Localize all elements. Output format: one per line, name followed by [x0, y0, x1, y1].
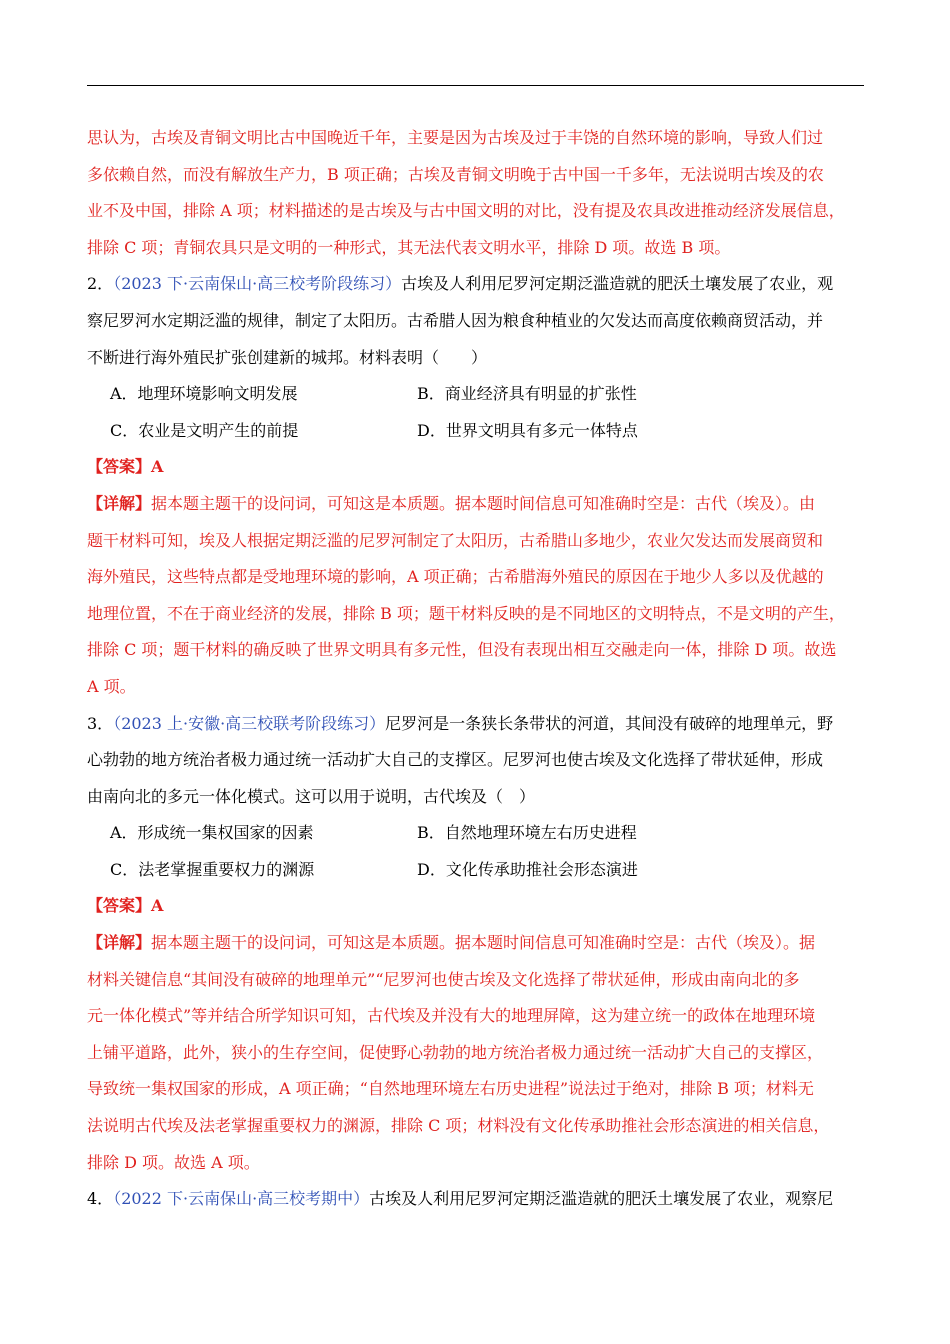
detail-line: 地理位置，不在于商业经济的发展，排除 B 项；题干材料反映的是不同地区的文明特点，不是文明的产生，: [87, 603, 845, 623]
detail-line: [87, 486, 877, 523]
detail-line: 题干材料可知，埃及人根据定期泛滥的尼罗河制定了太阳历，古希腊山多地少，农业欠发达而发展商贸和: [87, 530, 824, 550]
intro-explanation: [87, 120, 877, 266]
answer-line: 【答案】A: [87, 457, 164, 477]
detail-line: 海外殖民，这些特点都是受地理环境的影响，A 项正确；古希腊海外殖民的原因在于地少人多以及优越的: [87, 567, 824, 587]
detail-text: 据本题主题干的设问词，可知这是本质题。据本题时间信息可知准确时空是：古代（埃及）。据: [151, 933, 816, 953]
detail-line: 法说明古代埃及法老掌握重要权力的渊源，排除 C 项；材料没有文化传承助推社会形态演进的相关信息，: [87, 1116, 830, 1136]
options-row: [87, 376, 877, 413]
document-body: [87, 120, 877, 1218]
option-a: A．地理环境影响文明发展: [110, 384, 298, 404]
question-4: [87, 1181, 877, 1218]
options-row: [87, 852, 877, 889]
header-rule: [87, 85, 864, 86]
option-a: A．形成统一集权国家的因素: [110, 823, 314, 843]
question-stem: 尼罗河是一条狭长条带状的河道，其间没有破碎的地理单元，野: [385, 713, 834, 733]
option-d: D．文化传承助推社会形态演进: [417, 859, 638, 879]
question-stem-line: 察尼罗河水定期泛滥的规律，制定了太阳历。古希腊人因为粮食种植业的欠发达而高度依赖商贸活动，并: [87, 310, 824, 330]
detail-label: 【详解】: [87, 493, 152, 513]
question-stem-line: 由南向北的多元一体化模式。这可以用于说明，古代埃及（ ）: [87, 786, 536, 806]
question-stem-line: [87, 1181, 877, 1218]
detail-line: 导致统一集权国家的形成，A 项正确；“自然地理环境左右历史进程”说法过于绝对，排除 B 项；材料无: [87, 1079, 814, 1099]
question-3: [87, 706, 877, 1182]
question-stem-line: [87, 706, 877, 743]
question-stem-line: 不断进行海外殖民扩张创建新的城邦。材料表明（ ）: [87, 347, 488, 367]
detail-text: 据本题主题干的设问词，可知这是本质题。据本题时间信息可知准确时空是：古代（埃及）。由: [151, 493, 816, 513]
question-2: [87, 266, 877, 705]
options-row: [87, 815, 877, 852]
detail-line: 上铺平道路，此外，狭小的生存空间，促使野心勃勃的地方统治者极力通过统一活动扩大自己的支撑区，: [87, 1042, 824, 1062]
question-stem: 古埃及人利用尼罗河定期泛滥造就的肥沃土壤发展了农业，观察尼: [369, 1189, 834, 1209]
question-stem: 古埃及人利用尼罗河定期泛滥造就的肥沃土壤发展了农业，观: [401, 274, 834, 294]
detail-line: 材料关键信息“其间没有破碎的地理单元”“尼罗河也使古埃及文化选择了带状延伸，形成由南向北的多: [87, 969, 800, 989]
question-number: 3．: [87, 713, 114, 733]
option-c: C．法老掌握重要权力的渊源: [110, 859, 315, 879]
question-stem-line: [87, 266, 877, 303]
question-number: 4．: [87, 1189, 114, 1209]
options-row: [87, 413, 877, 450]
option-b: B．自然地理环境左右历史进程: [417, 823, 637, 843]
detail-line: A 项。: [87, 676, 136, 696]
text-line: 思认为，古埃及青铜文明比古中国晚近千年，主要是因为古埃及过于丰饶的自然环境的影响，导致人们过: [87, 128, 824, 147]
detail-label: 【详解】: [87, 933, 152, 953]
option-c: C．农业是文明产生的前提: [110, 420, 299, 440]
question-stem-line: 心勃勃的地方统治者极力通过统一活动扩大自己的支撑区。尼罗河也使古埃及文化选择了带状延伸，形成: [87, 750, 824, 770]
text-line: 排除 C 项；青铜农具只是文明的一种形式，其无法代表文明水平，排除 D 项。故选 B 项。: [87, 237, 731, 257]
detail-line: 元一体化模式”等并结合所学知识可知，古代埃及并没有大的地理屏障，这为建立统一的政体在地理环境: [87, 1006, 816, 1026]
question-number: 2．: [87, 274, 114, 294]
question-source: （2022 下·云南保山·高三校考期中）: [113, 1189, 370, 1209]
detail-line: 排除 D 项。故选 A 项。: [87, 1152, 260, 1172]
question-source: （2023 上·安徽·高三校联考阶段练习）: [113, 713, 386, 733]
answer-line: 【答案】A: [87, 896, 164, 916]
text-line: 多依赖自然，而没有解放生产力，B 项正确；古埃及青铜文明晚于古中国一千多年，无法说明古埃及的农: [87, 164, 824, 184]
question-source: （2023 下·云南保山·高三校考阶段练习）: [113, 274, 402, 294]
option-b: B．商业经济具有明显的扩张性: [417, 384, 637, 404]
detail-line: 排除 C 项；题干材料的确反映了世界文明具有多元性，但没有表现出相互交融走向一体，排除 D 项。故选: [87, 640, 837, 660]
text-line: 业不及中国，排除 A 项；材料描述的是古埃及与古中国文明的对比，没有提及农具改进推动经济发展信息，: [87, 201, 845, 221]
option-d: D．世界文明具有多元一体特点: [417, 420, 638, 440]
detail-line: [87, 925, 877, 962]
